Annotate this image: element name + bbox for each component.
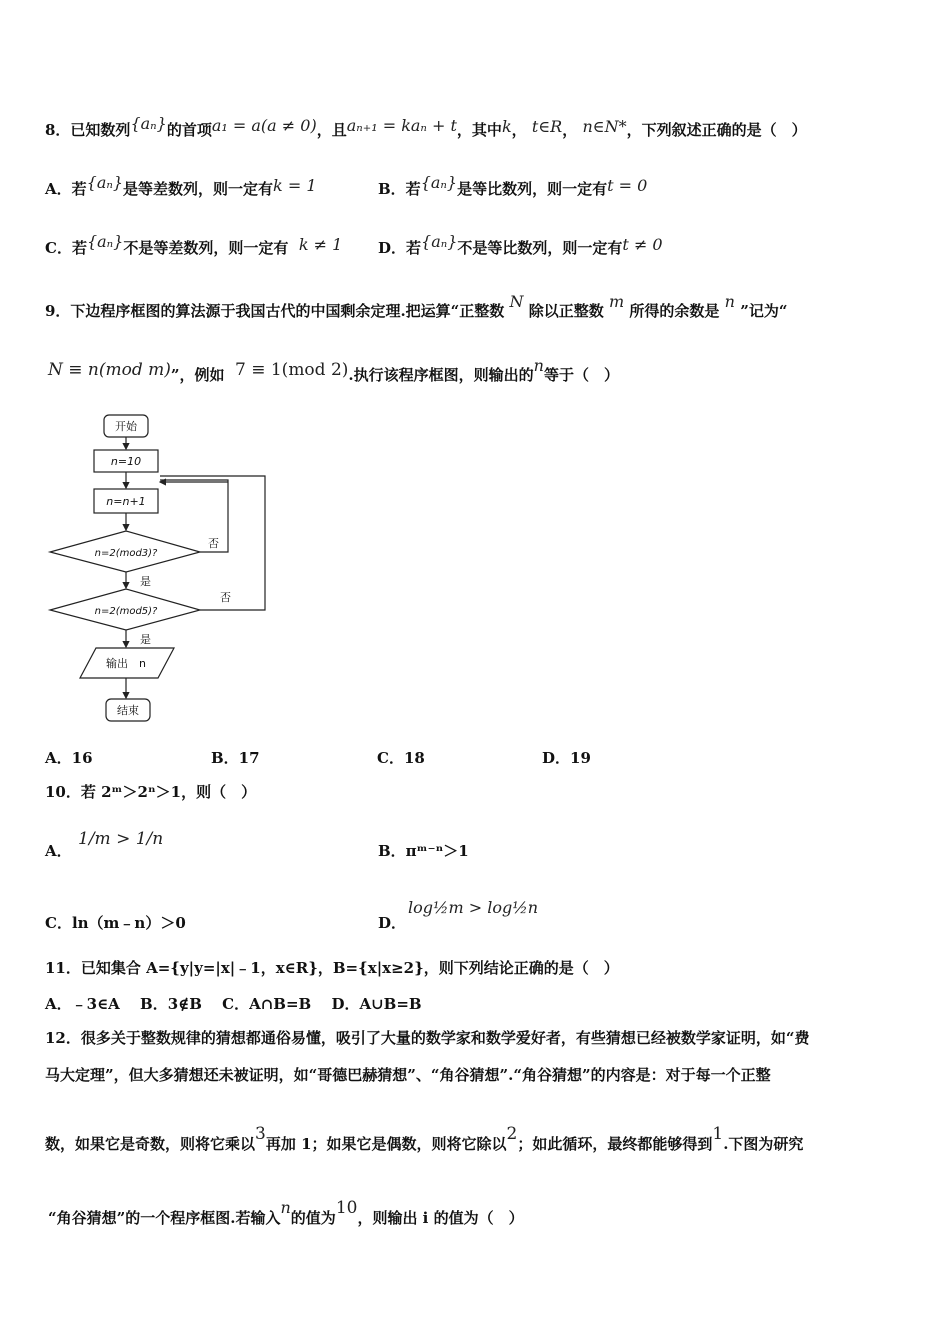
q11-stem: 11．已知集合 A={y|y=|x|﹣1，x∈R}，B={x|x≥2}，则下列结论正确的是（ ）: [45, 959, 619, 977]
q9-text: 等于（ ）: [543, 366, 619, 384]
q8-option-d-math: t ≠ 0: [622, 235, 663, 254]
q9-option-b: B．17: [211, 749, 260, 767]
q12-var-n: n: [280, 1198, 291, 1217]
q8-option-d-seq: {aₙ}: [421, 232, 458, 251]
q8-stem: [45, 114, 807, 140]
q12-line-2: 马大定理”，但大多猜想还未被证明，如“哥德巴赫猜想”、“角谷猜想”.“角谷猜想”的内容是：对于每一个正整: [45, 1066, 771, 1084]
q11-options: A．﹣3∈A B．3∉B C．A∩B=B D．A∪B=B: [45, 995, 422, 1013]
q8-separator: ，: [562, 121, 578, 139]
q12-text: ，则输出 i 的值为（ ）: [357, 1209, 524, 1227]
q9-example: 7 ≡ 1(mod 2): [235, 360, 349, 380]
q8-option-a-math: k = 1: [273, 176, 317, 195]
q8-t-in-R: t∈R: [531, 117, 563, 136]
q8-option-b-seq: {aₙ}: [420, 173, 458, 192]
q8-option-c-text: 不是等差数列，则一定有: [123, 239, 289, 257]
q9-text: 9．下边程序框图的算法源于我国古代的中国剩余定理.把运算“正整数: [45, 302, 505, 320]
flow-condition-1-label: n=2(mod3)?: [94, 548, 158, 559]
q9-option-d: D．19: [542, 749, 591, 767]
q9-option-c: C．18: [377, 749, 425, 767]
q9-var-m: m: [609, 292, 625, 311]
q8-option-d: [378, 232, 663, 258]
q8-option-d-text: 不是等比数列，则一定有: [457, 239, 623, 257]
flow-no-1-label: 否: [208, 537, 219, 550]
q12-number-10: 10: [335, 1198, 358, 1218]
q8-option-b-prefix: B．若: [378, 180, 421, 198]
flow-no-2-label: 否: [220, 591, 231, 604]
q12-text: ；如此循环，最终都能够得到: [517, 1135, 713, 1153]
q12-number-2: 2: [506, 1124, 518, 1144]
flow-condition-2-label: n=2(mod5)?: [94, 606, 158, 617]
q10-option-b: B．πᵐ⁻ⁿ＞1: [378, 842, 469, 860]
flow-increment-label: n=n+1: [106, 495, 146, 508]
flow-init-label: n=10: [110, 455, 142, 468]
q9-var-n: n: [533, 356, 544, 375]
q9-option-a: A．16: [45, 749, 93, 767]
flow-yes-2-label: 是: [140, 633, 151, 646]
q8-stem-text-5: ，下列叙述正确的是（ ）: [626, 121, 807, 139]
q8-stem-text-1: 8．已知数列: [45, 121, 131, 139]
q12-text: “角谷猜想”的一个程序框图.若输入: [48, 1209, 281, 1227]
q8-option-c-prefix: C．若: [45, 239, 87, 257]
q10-option-a-math: [78, 816, 163, 862]
q9-stem-line-1: [45, 292, 787, 321]
q12-text: 的值为: [290, 1209, 336, 1227]
q9-text: .执行该程序框图，则输出的: [348, 366, 534, 384]
q8-option-a-seq: {aₙ}: [86, 173, 124, 192]
q9-stem-line-2: [48, 356, 619, 385]
q8-option-a-prefix: A．若: [45, 180, 87, 198]
q8-option-b-math: t = 0: [607, 176, 648, 195]
q8-seq: {aₙ}: [130, 114, 167, 133]
q8-n-in-N: n∈N*: [582, 117, 627, 136]
q8-stem-text-2: 的首项: [166, 121, 212, 139]
q8-option-c-seq: {aₙ}: [86, 232, 124, 251]
q12-text: 数，如果它是奇数，则将它乘以: [45, 1135, 256, 1153]
q10-option-a-expression: 1/m > 1/n: [78, 829, 164, 849]
q10-option-d-expression: log½m > log½n: [408, 898, 539, 917]
q8-option-a: [45, 173, 317, 199]
q8-option-c-math: k ≠ 1: [298, 235, 343, 254]
q10-option-d-label: D．: [378, 914, 407, 932]
q10-option-c: C．ln（m﹣n）＞0: [45, 914, 186, 932]
flow-end-label: 结束: [117, 704, 139, 717]
flow-output-label: 输出 n: [106, 657, 146, 670]
q12-number-3: 3: [255, 1124, 266, 1144]
q12-number-1: 1: [712, 1124, 724, 1144]
q10-option-a-label: A．: [45, 842, 72, 860]
q8-k: k: [501, 117, 512, 136]
q9-text: ”，例如: [170, 366, 225, 384]
q8-stem-text-3: ，且: [316, 121, 347, 139]
q8-recurrence: aₙ₊₁ = kaₙ + t: [346, 116, 457, 135]
q9-text: 所得的余数是: [629, 302, 720, 320]
q9-flowchart-svg: [40, 410, 280, 740]
q9-congruence: N ≡ n(mod m): [48, 360, 171, 380]
q9-text: ”记为“: [740, 302, 788, 320]
q9-flowchart: [40, 410, 280, 744]
q8-option-d-prefix: D．若: [378, 239, 422, 257]
q9-text: 除以正整数: [528, 302, 604, 320]
q12-line-1: 12．很多关于整数规律的猜想都通俗易懂，吸引了大量的数学家和数学爱好者，有些猜想已经被数学家证明，如“费: [45, 1029, 810, 1047]
q8-first-term: a₁ = a(a ≠ 0): [211, 116, 317, 135]
q10-stem: 10．若 2ᵐ＞2ⁿ＞1，则（ ）: [45, 783, 257, 801]
flow-start-label: 开始: [115, 420, 137, 433]
q8-option-c: [45, 232, 342, 258]
q10-option-d-math: [408, 898, 538, 917]
q8-option-b: [378, 173, 647, 199]
q12-text: 再加 1；如果它是偶数，则将它除以: [265, 1135, 507, 1153]
q12-line-4: [48, 1198, 524, 1228]
flow-yes-1-label: 是: [140, 575, 151, 588]
q8-option-b-text: 是等比数列，则一定有: [457, 180, 608, 198]
q12-text: .下图为研究: [723, 1135, 804, 1153]
q12-line-3: [45, 1124, 803, 1154]
q9-var-N: N: [509, 292, 524, 311]
q8-stem-text-4: ，其中: [456, 121, 502, 139]
q9-var-n: n: [724, 292, 735, 311]
q8-option-a-text: 是等差数列，则一定有: [123, 180, 274, 198]
q8-separator: ，: [511, 121, 527, 139]
